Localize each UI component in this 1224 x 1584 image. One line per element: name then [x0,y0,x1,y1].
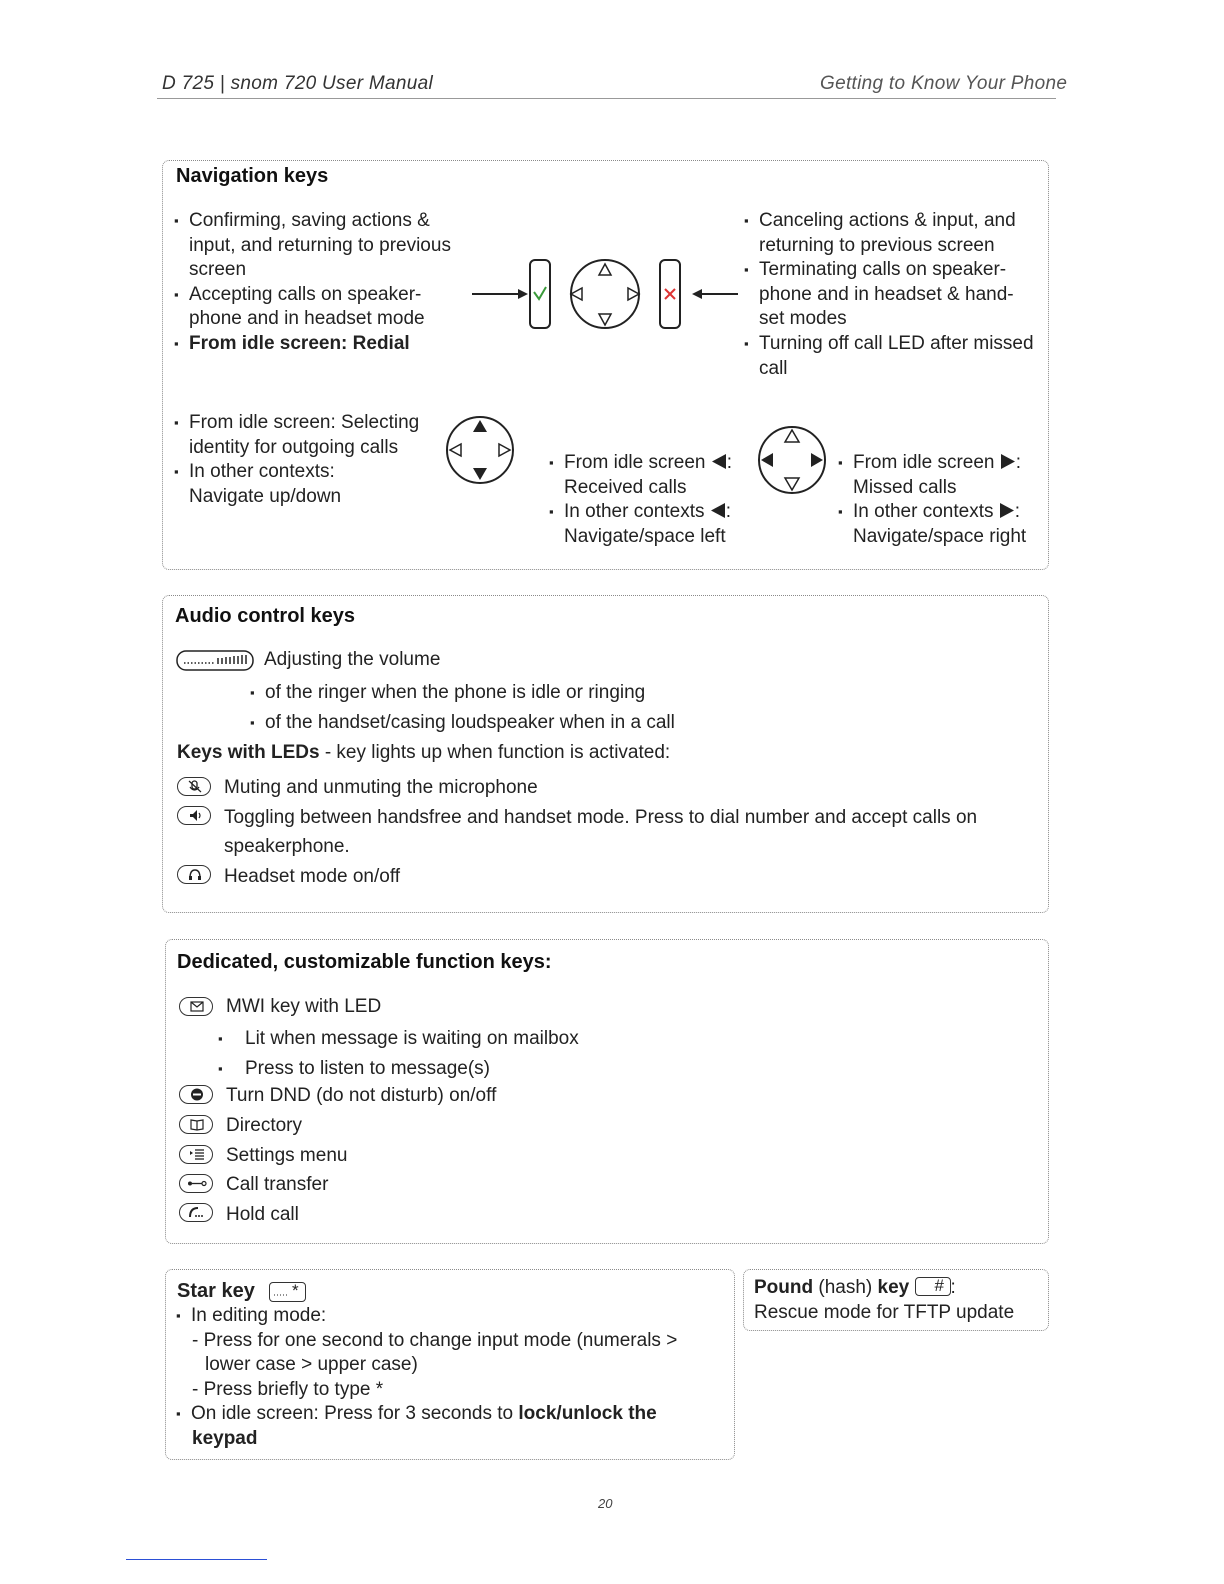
list-item: ▪ Confirming, saving actions & input, and returning to previous screen [174,209,464,283]
pound-key-description: Rescue mode for TFTP update [754,1302,1015,1323]
speaker-icon [178,807,212,826]
list-item: ▪ In other contexts : [549,500,749,525]
volume-key-icon [176,650,254,672]
microphone-icon [178,778,212,797]
left-arrow-icon [710,502,726,519]
nav-right-list [744,209,1034,381]
footnote-rule [126,1559,267,1560]
running-header-left: D 725 | snom 720 User Manual [162,73,434,94]
list-item-continuation: Received calls [564,476,687,498]
list-item: ▪ Lit when message is waiting on mailbox [218,1024,718,1054]
list-item: ▪ Canceling actions & input, and returning to previous screen [744,209,1034,258]
hold-handset-icon [180,1204,214,1223]
headset-key [177,865,211,884]
mwi-label: MWI key with LED [226,996,382,1017]
star-key-title: Star key [177,1280,255,1302]
list-item: ▪ of the ringer when the phone is idle or ringing [250,678,750,708]
speaker-key [177,806,211,825]
hold-label: Hold call [226,1204,299,1225]
list-item: ▪ Accepting calls on speaker-phone and in headset mode [174,283,464,332]
speaker-label-line2: speakerphone. [224,836,350,857]
transfer-label: Call transfer [226,1174,329,1195]
book-icon [180,1116,214,1135]
header-rule [157,98,1056,99]
headset-icon [178,866,212,885]
right-arrow-icon [1000,453,1016,470]
ok-key [530,260,550,328]
star-key-glyph: * [292,1281,299,1300]
keys-with-leds-line: Keys with LEDs - key lights up when function is activated: [177,742,671,763]
left-arrow-icon [711,453,727,470]
hold-key [179,1203,213,1222]
mute-key [177,777,211,796]
volume-list [250,678,750,738]
arrow-left-icon [692,289,702,299]
nav-right-key-list [838,451,1043,549]
list-item: ▪ From idle screen: Selecting identity for outgoing calls [174,411,449,460]
list-item-continuation: Navigate/space right [853,525,1027,547]
list-item: ▪ In other contexts : [838,500,1043,525]
navigation-keys-title: Navigation keys [176,165,329,187]
audio-control-keys-title: Audio control keys [175,605,356,627]
directory-label: Directory [226,1115,303,1136]
page-number: 20 [598,1496,613,1511]
dnd-icon [180,1086,214,1105]
sub-item: - Press for one second to change input mode (numerals > [192,1329,678,1351]
list-item-continuation: keypad [192,1427,258,1449]
dnd-label: Turn DND (do not disturb) on/off [226,1085,497,1106]
running-header-right: Getting to Know Your Phone [820,73,1068,94]
transfer-key [179,1174,213,1193]
list-item: ▪ In other contexts: [174,460,449,485]
transfer-icon [180,1175,214,1194]
speaker-label-line1: Toggling between handsfree and handset mode. Press to dial number and accept calls on [224,807,978,828]
mwi-list [218,1024,718,1084]
mute-label: Muting and unmuting the microphone [224,777,538,798]
volume-label: Adjusting the volume [264,649,441,670]
menu-list-icon [180,1146,214,1165]
list-item: ▪ of the handset/casing loudspeaker when in a call [250,708,750,738]
settings-key [179,1145,213,1164]
list-item: ▪ From idle screen : [549,451,749,476]
nav-left-key-list [549,451,749,549]
directory-key [179,1115,213,1134]
headset-label: Headset mode on/off [224,866,401,887]
list-item: ▪ Terminating calls on speaker-phone and in headset & hand-set modes [744,258,1034,332]
list-item: ▪ Turning off call LED after missed call [744,332,1034,381]
function-keys-title: Dedicated, customizable function keys: [177,951,552,973]
sub-item-continuation: lower case > upper case) [205,1354,418,1376]
pound-key-title: Pound (hash) key # : [754,1276,956,1298]
list-item-continuation: Navigate up/down [189,485,342,507]
star-key-list [176,1304,726,1452]
leftright-navigation-pad-icon [756,424,828,496]
updown-navigation-pad-icon [444,414,516,486]
star-key-icon [269,1282,306,1302]
list-item: ▪ Press to listen to message(s) [218,1054,718,1084]
dnd-key [179,1085,213,1104]
list-item: ▪ From idle screen : [838,451,1043,476]
list-item-continuation: Navigate/space left [564,525,726,547]
navigation-keys-illustration [466,250,751,340]
pound-key-icon: # [915,1277,951,1296]
list-item-continuation: Missed calls [853,476,957,498]
settings-label: Settings menu [226,1145,348,1166]
mwi-key [179,997,213,1016]
sub-item: - Press briefly to type * [192,1378,384,1400]
list-item: ▪ On idle screen: Press for 3 seconds to lock/unlock the [176,1402,726,1427]
nav-left-list [174,209,464,357]
list-item: ▪ From idle screen: Redial [174,332,464,357]
right-arrow-icon [999,502,1015,519]
envelope-icon [180,998,214,1017]
nav-updown-list [174,411,449,509]
list-item: ▪ In editing mode: [176,1304,726,1329]
